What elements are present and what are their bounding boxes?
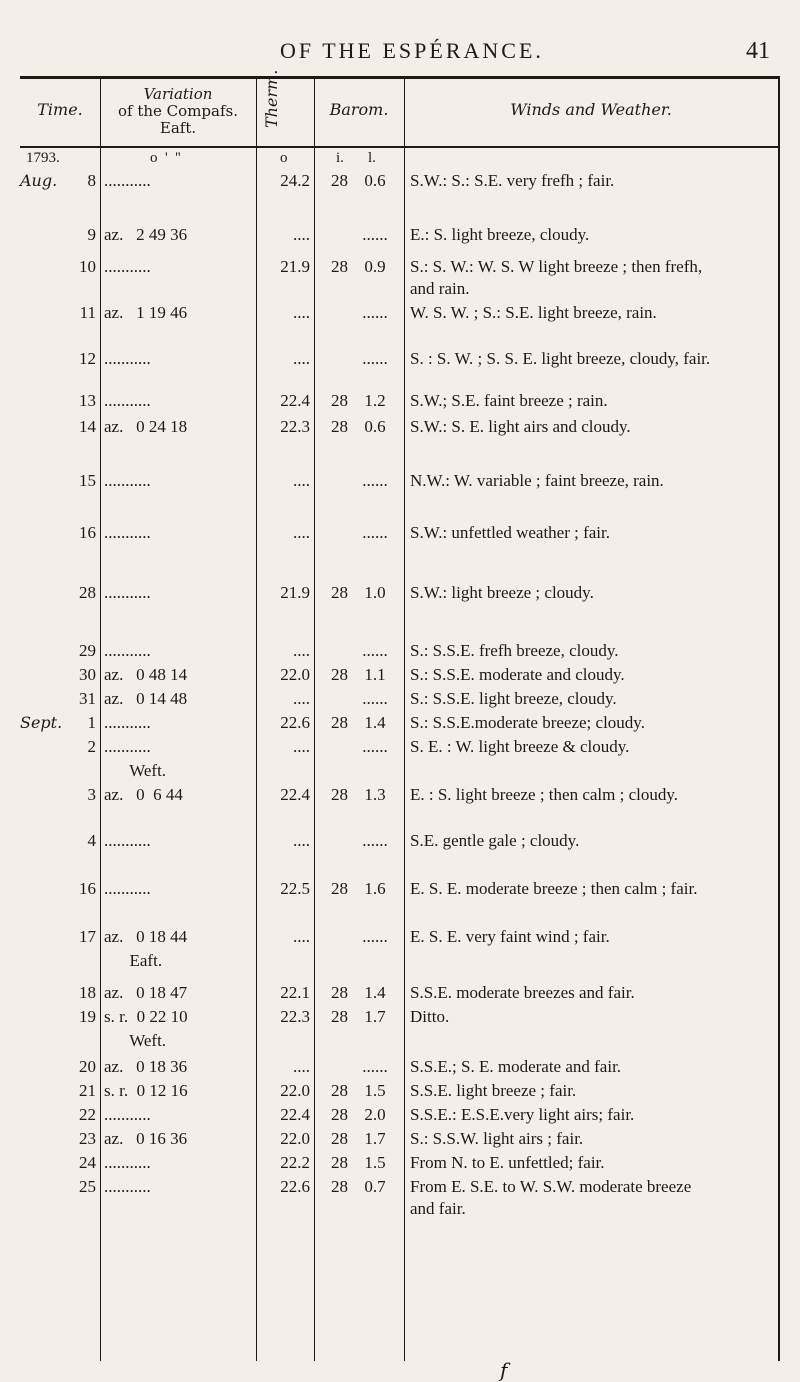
cell-in: 28 [331,1007,348,1026]
cell-variation: s. r. 0 12 16 [104,1081,188,1100]
cell-therm: .... [293,1057,310,1076]
cell-weather: S.: S. W.: W. S. W light breeze ; then frefh, and rain. [410,257,703,298]
cell-variation: ........... [104,523,151,542]
cell-lines: ...... [362,225,388,244]
top-rule [20,76,780,79]
cell-therm: .... [293,523,310,542]
cell-lines: 0.6 [364,417,386,436]
cell-therm: 24.2 [280,171,310,190]
cell-weather: From E. S.E. to W. S.W. moderate breeze and fair. [410,1177,692,1218]
header-title: OF THE ESPÉRANCE. [280,38,544,63]
header-variation-line3: Eaft. [159,119,197,137]
cell-therm: 21.9 [280,583,310,602]
cell-day: 8 [87,171,96,190]
cell-therm: 22.0 [280,1129,310,1148]
cell-day: 31 [79,689,96,708]
cell-lines: ...... [362,303,388,322]
cell-in: 28 [331,1105,348,1124]
cell-therm: 22.0 [280,1081,310,1100]
cell-therm: 22.4 [280,1105,310,1124]
header-variation-line2: of the Compafs. [118,102,238,120]
cell-day: 1 [87,713,96,732]
unit-therm: o [280,150,288,166]
cell-variation: ........... [104,1153,151,1172]
cell-therm: 22.5 [280,879,310,898]
cell-therm: 22.3 [280,417,310,436]
cell-variation: ........... [104,471,151,490]
cell-day: 11 [79,303,96,322]
header-variation [100,86,256,137]
cell-variation: ........... [104,879,151,898]
cell-in: 28 [331,713,348,732]
cell-variation: ........... [104,641,151,660]
signature-mark: f [500,1358,508,1382]
cell-day: 30 [79,665,96,684]
year-label: 1793. [26,150,60,166]
cell-lines: 1.7 [364,1129,386,1148]
cell-therm: .... [293,471,310,490]
cell-in: 28 [331,171,348,190]
cell-variation: ........... [104,171,151,190]
header-rule [20,146,780,148]
cell-lines: ...... [362,1057,388,1076]
cell-month: Sept. [20,713,63,732]
cell-weather: From N. to E. unfettled; fair. [410,1153,605,1172]
cell-weather: S.S.E. moderate breezes and fair. [410,983,635,1002]
cell-variation: Eaft. [104,951,163,970]
cell-variation: ........... [104,831,151,850]
cell-lines: ...... [362,737,388,756]
cell-day: 13 [79,391,96,410]
cell-variation: az. 0 6 44 [104,785,183,804]
cell-weather: S.: S.S.E. light breeze, cloudy. [410,689,617,708]
cell-weather: S. : S. W. ; S. S. E. light breeze, cloudy, fair. [410,349,711,368]
cell-therm: 22.4 [280,391,310,410]
cell-lines: 1.6 [364,879,386,898]
cell-weather: S.S.E.; S. E. moderate and fair. [410,1057,622,1076]
cell-lines: ...... [362,641,388,660]
cell-variation: ........... [104,349,151,368]
cell-therm: .... [293,737,310,756]
cell-lines: 1.1 [364,665,386,684]
cell-day: 21 [79,1081,96,1100]
cell-lines: 1.5 [364,1153,386,1172]
cell-weather: S.E. gentle gale ; cloudy. [410,831,580,850]
cell-variation: ........... [104,257,151,276]
cell-therm: 22.4 [280,785,310,804]
cell-day: 2 [87,737,96,756]
cell-month: Aug. [20,171,58,190]
cell-therm: 22.0 [280,665,310,684]
cell-variation: ........... [104,391,151,410]
cell-weather: S.: S.S.E.moderate breeze; cloudy. [410,713,645,732]
cell-therm: .... [293,303,310,322]
cell-weather: S.: S.S.W. light airs ; fair. [410,1129,584,1148]
cell-variation: Weft. [104,1031,167,1050]
cell-variation: s. r. 0 22 10 [104,1007,188,1026]
cell-lines: ...... [362,831,388,850]
cell-in: 28 [331,1081,348,1100]
cell-weather: E.: S. light breeze, cloudy. [410,225,590,244]
header-therm: Therm. [262,69,281,128]
cell-therm: .... [293,927,310,946]
cell-lines: 1.3 [364,785,386,804]
cell-day: 24 [79,1153,96,1172]
cell-therm: .... [293,689,310,708]
col-divider-1 [100,76,101,1361]
cell-variation: ........... [104,1177,151,1196]
col-divider-2 [256,76,257,1361]
cell-weather: S.S.E.: E.S.E.very light airs; fair. [410,1105,635,1124]
cell-day: 22 [79,1105,96,1124]
cell-therm: 22.2 [280,1153,310,1172]
unit-deg: o ' '' [150,150,181,166]
cell-lines: 1.4 [364,983,386,1002]
header-winds: Winds and Weather. [510,100,672,119]
cell-weather: Ditto. [410,1007,450,1026]
header-barom: Barom. [329,100,389,119]
cell-weather: W. S. W. ; S.: S.E. light breeze, rain. [410,303,657,322]
cell-day: 15 [79,471,96,490]
cell-day: 25 [79,1177,96,1196]
unit-inches: i. [336,150,344,166]
cell-lines: 0.7 [364,1177,386,1196]
cell-day: 16 [79,523,96,542]
cell-variation: az. 2 49 36 [104,225,188,244]
cell-therm: 22.3 [280,1007,310,1026]
cell-lines: 1.2 [364,391,386,410]
cell-lines: ...... [362,689,388,708]
unit-lines: l. [368,150,376,166]
cell-variation: ........... [104,583,151,602]
cell-variation: Weft. [104,761,167,780]
cell-lines: ...... [362,927,388,946]
cell-day: 19 [79,1007,96,1026]
cell-day: 28 [79,583,96,602]
cell-day: 17 [79,927,96,946]
cell-lines: 0.6 [364,171,386,190]
cell-day: 9 [87,225,96,244]
cell-day: 23 [79,1129,96,1148]
cell-weather: E. S. E. moderate breeze ; then calm ; fair. [410,879,698,898]
running-header [0,18,800,64]
cell-day: 18 [79,983,96,1002]
cell-weather: E. S. E. very faint wind ; fair. [410,927,610,946]
cell-therm: .... [293,349,310,368]
cell-weather: S.W.; S.E. faint breeze ; rain. [410,391,608,410]
cell-therm: 22.6 [280,713,310,732]
cell-therm: .... [293,225,310,244]
cell-therm: 22.1 [280,983,310,1002]
cell-day: 29 [79,641,96,660]
cell-day: 14 [79,417,96,436]
cell-variation: az. 0 18 44 [104,927,188,946]
cell-variation: az. 0 24 18 [104,417,188,436]
cell-in: 28 [331,1177,348,1196]
cell-variation: ........... [104,713,151,732]
cell-day: 10 [79,257,96,276]
cell-therm: 21.9 [280,257,310,276]
cell-in: 28 [331,417,348,436]
cell-lines: 2.0 [364,1105,386,1124]
cell-lines: 1.5 [364,1081,386,1100]
cell-day: 3 [87,785,96,804]
cell-in: 28 [331,391,348,410]
cell-weather: S. E. : W. light breeze & cloudy. [410,737,630,756]
cell-weather: E. : S. light breeze ; then calm ; cloudy. [410,785,678,804]
cell-weather: S.S.E. light breeze ; fair. [410,1081,577,1100]
cell-lines: ...... [362,523,388,542]
cell-lines: ...... [362,349,388,368]
cell-weather: S.W.: S. E. light airs and cloudy. [410,417,631,436]
cell-variation: az. 0 18 47 [104,983,188,1002]
cell-weather: S.W.: light breeze ; cloudy. [410,583,594,602]
cell-variation: az. 0 16 36 [104,1129,188,1148]
cell-in: 28 [331,665,348,684]
cell-lines: 1.4 [364,713,386,732]
cell-weather: S.: S.S.E. moderate and cloudy. [410,665,625,684]
cell-variation: az. 1 19 46 [104,303,188,322]
cell-lines: ...... [362,471,388,490]
cell-in: 28 [331,879,348,898]
cell-variation: az. 0 18 36 [104,1057,188,1076]
cell-in: 28 [331,983,348,1002]
cell-variation: ........... [104,737,151,756]
cell-lines: 0.9 [364,257,386,276]
cell-variation: az. 0 48 14 [104,665,188,684]
cell-weather: N.W.: W. variable ; faint breeze, rain. [410,471,664,490]
cell-weather: S.W.: unfettled weather ; fair. [410,523,611,542]
cell-therm: 22.6 [280,1177,310,1196]
header-variation-line1: Variation [143,85,213,103]
cell-in: 28 [331,583,348,602]
cell-lines: 1.0 [364,583,386,602]
cell-therm: .... [293,831,310,850]
cell-therm: .... [293,641,310,660]
cell-variation: az. 0 14 48 [104,689,188,708]
header-time: Time. [37,100,83,119]
cell-in: 28 [331,257,348,276]
col-divider-4 [404,76,405,1361]
cell-day: 20 [79,1057,96,1076]
cell-day: 16 [79,879,96,898]
cell-in: 28 [331,785,348,804]
cell-in: 28 [331,1129,348,1148]
cell-day: 4 [87,831,96,850]
cell-variation: ........... [104,1105,151,1124]
cell-weather: S.W.: S.: S.E. very frefh ; fair. [410,171,615,190]
cell-weather: S.: S.S.E. frefh breeze, cloudy. [410,641,619,660]
cell-lines: 1.7 [364,1007,386,1026]
col-divider-3 [314,76,315,1361]
cell-in: 28 [331,1153,348,1172]
right-border [778,76,780,1361]
cell-day: 12 [79,349,96,368]
page-number: 41 [746,38,770,64]
